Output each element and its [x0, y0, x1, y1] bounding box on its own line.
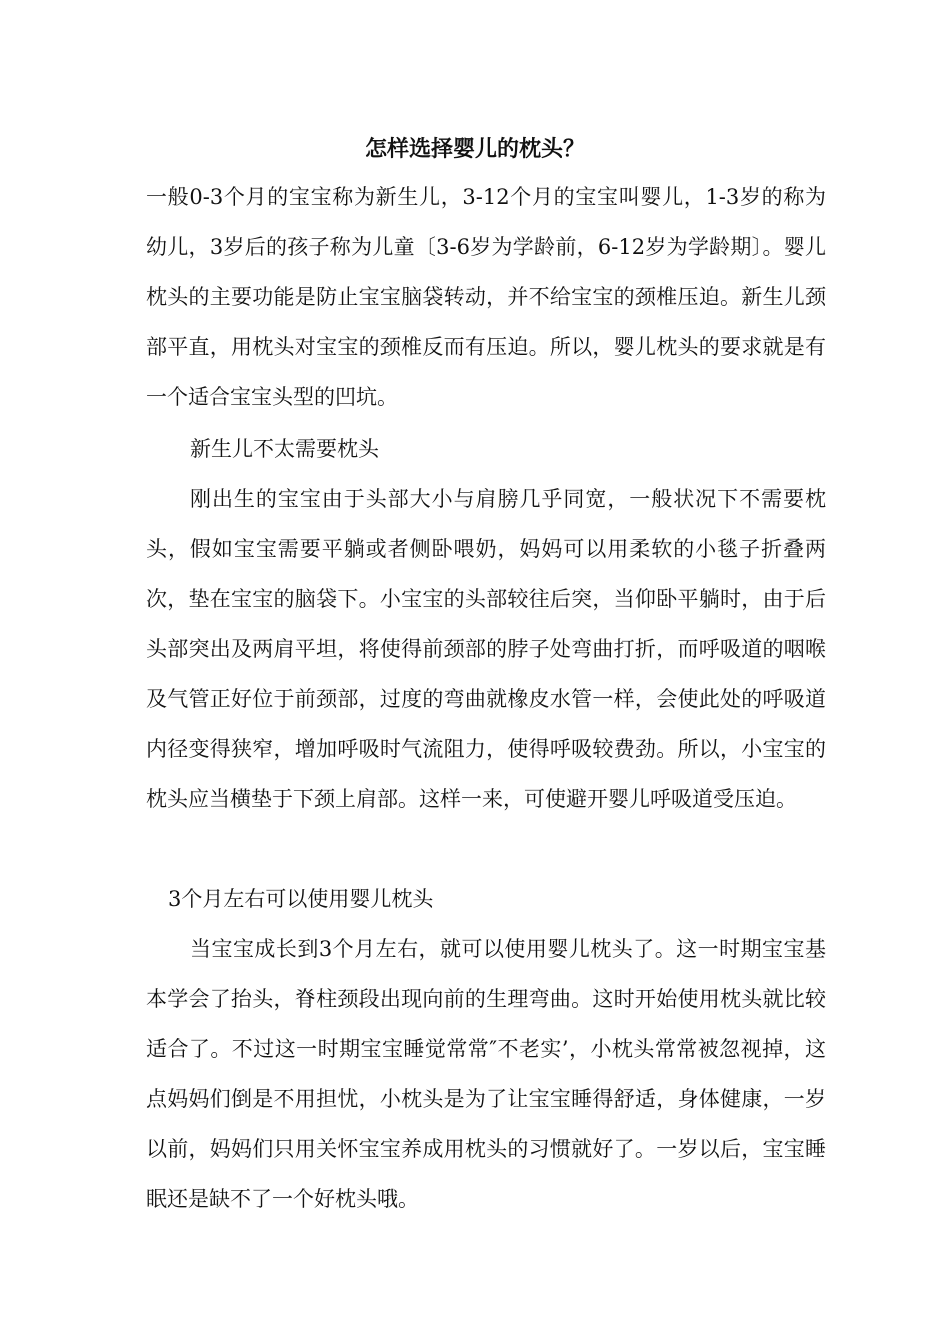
paragraph-three-months: 当宝宝成长到3个月左右，就可以使用婴儿枕头了。这一时期宝宝基本学会了抬头，脊柱颈段出现向前的生理弯曲。这时开始使用枕头就比较适合了。不过这一时期宝宝睡觉常常″不老实’，小枕头常常被忽视掉，这点妈妈们倒是不用担忧，小枕头是为了让宝宝睡得舒适，身体健康，一岁以前，妈妈们只用关怀宝宝养成用枕头的习惯就好了。一岁以后，宝宝睡眠还是缺不了一个好枕头哦。	[146, 937, 826, 1211]
document-title: 怎样选择婴儿的枕头？	[364, 136, 585, 162]
section-heading-three-months: 3个月左右可以使用婴儿枕头	[168, 887, 434, 911]
paragraph-intro: 一般0-3个月的宝宝称为新生儿，3-12个月的宝宝叫婴儿，1-3岁的称为幼儿，3岁后的孩子称为儿童〔3-6岁为学龄前，6-12岁为学龄期〕。婴儿枕头的主要功能是防止宝宝脑袋转动，并不给宝宝的颈椎压迫。新生儿颈部平直，用枕头对宝宝的颈椎反而有压迫。所以，婴儿枕头的要求就是有一个适合宝宝头型的凹坑。	[146, 185, 826, 409]
section-heading-newborn: 新生儿不太需要枕头	[190, 437, 379, 461]
paragraph-newborn: 刚出生的宝宝由于头部大小与肩膀几乎同宽，一般状况下不需要枕头，假如宝宝需要平躺或者侧卧喂奶，妈妈可以用柔软的小毯子折叠两次，垫在宝宝的脑袋下。小宝宝的头部较往后突，当仰卧平躺时，由于后头部突出及两肩平坦，将使得前颈部的脖子处弯曲打折，而呼吸道的咽喉及气管正好位于前颈部，过度的弯曲就橡皮水管一样，会使此处的呼吸道内径变得狭窄，增加呼吸时气流阻力，使得呼吸较费劲。所以，小宝宝的枕头应当横垫于下颈上肩部。这样一来，可使避开婴儿呼吸道受压迫。	[146, 487, 826, 811]
